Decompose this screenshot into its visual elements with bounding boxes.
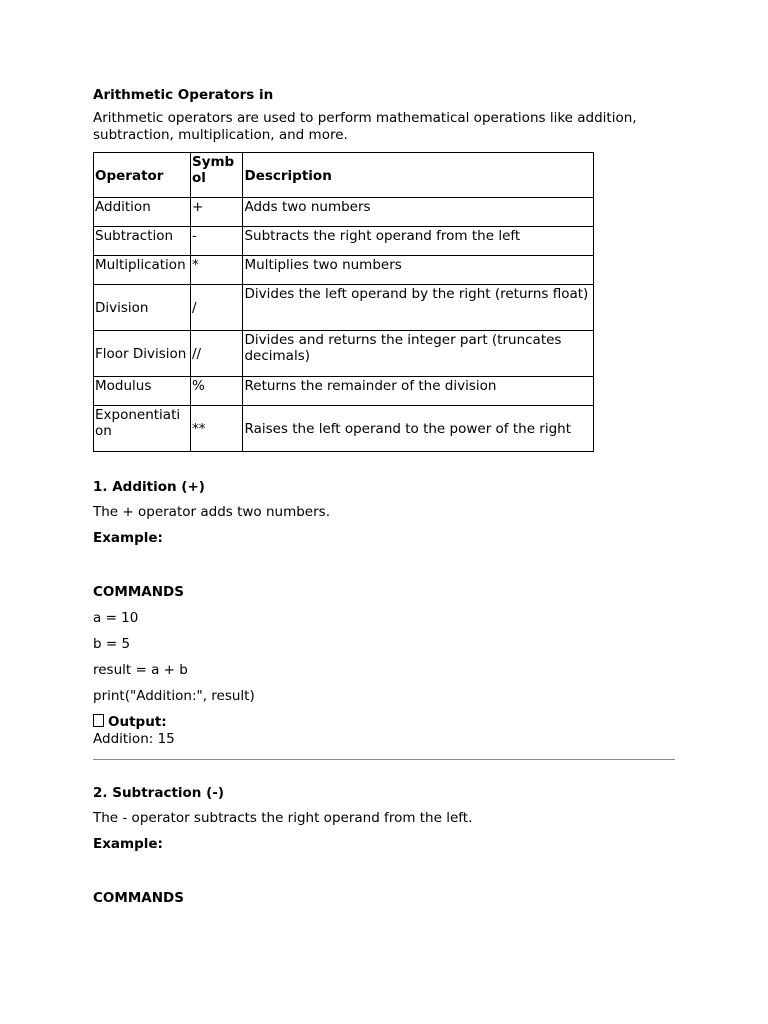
horizontal-rule [93,759,675,760]
table-cell-operator: Exponentiati on [94,406,191,452]
table-cell-operator: Multiplication [94,256,191,285]
example-label: Example: [93,530,163,546]
table-cell-operator: Division [94,285,191,331]
table-row [94,331,594,377]
table-header-symbol: Symb ol [190,153,243,198]
missing-glyph-icon [93,714,104,727]
output-label [93,714,683,731]
section-title-subtraction: 2. Subtraction (-) [93,785,225,801]
output-label-text: Output: [108,714,167,730]
commands-label: COMMANDS [93,890,184,906]
table-header-row [94,153,594,198]
table-cell-operator: Addition [94,198,191,227]
output-value: Addition: 15 [93,731,175,747]
table-row [94,377,594,406]
intro-paragraph: Arithmetic operators are used to perform mathematical operations like addition, subtraction, multiplication, and more. [93,110,637,143]
section-text-addition: The + operator adds two numbers. [93,504,330,520]
table-cell-description: Raises the left operand to the power of the right [243,406,594,452]
table-row [94,227,594,256]
table-cell-description: Subtracts the right operand from the left [243,227,594,256]
table-cell-description: Divides the left operand by the right (returns float) [243,285,594,331]
table-header-description: Description [243,153,594,198]
commands-label: COMMANDS [93,584,184,600]
document-title: Arithmetic Operators in [93,87,274,103]
code-line: print("Addition:", result) [93,688,255,704]
code-line: a = 10 [93,610,139,626]
table-cell-operator: Floor Division [94,331,191,377]
table-cell-description: Adds two numbers [243,198,594,227]
section-text-subtraction: The - operator subtracts the right operand from the left. [93,810,473,826]
table-cell-description: Divides and returns the integer part (truncates decimals) [243,331,594,377]
table-row [94,256,594,285]
code-line: b = 5 [93,636,131,652]
section-title-addition: 1. Addition (+) [93,479,205,495]
table-cell-symbol: // [190,331,243,377]
example-label: Example: [93,836,163,852]
table-cell-symbol: / [190,285,243,331]
table-cell-symbol: * [190,256,243,285]
operators-table [93,152,594,452]
table-cell-symbol: - [190,227,243,256]
table-cell-symbol: % [190,377,243,406]
table-header-operator: Operator [94,153,191,198]
table-row [94,198,594,227]
document-page [93,86,683,916]
code-line: result = a + b [93,662,188,678]
table-cell-operator: Modulus [94,377,191,406]
table-cell-symbol: + [190,198,243,227]
table-row [94,285,594,331]
table-cell-description: Returns the remainder of the division [243,377,594,406]
table-row [94,406,594,452]
table-cell-operator: Subtraction [94,227,191,256]
table-cell-symbol: ** [190,406,243,452]
table-cell-description: Multiplies two numbers [243,256,594,285]
